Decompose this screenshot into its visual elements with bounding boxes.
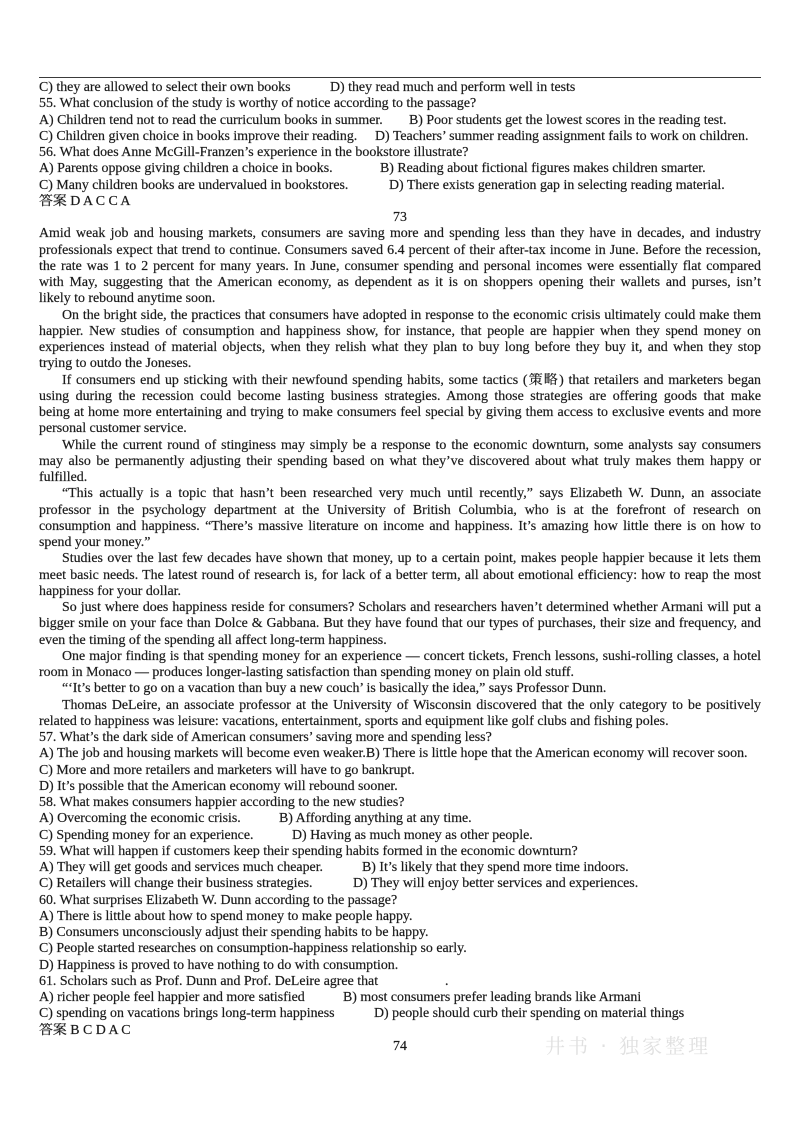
- question-stem: 60. What surprises Elizabeth W. Dunn according to the passage?: [39, 892, 398, 908]
- options-line: [39, 811, 761, 827]
- passage-line: “‘It’s better to go on a vacation than buy a new couch’ is basically the idea,” says Professor Dunn.: [62, 681, 607, 697]
- passage-line: Amid weak job and housing markets, consumers are saving more and spending less than they have in decades, and industry: [39, 226, 761, 242]
- passage-line: professor in the psychology department at the University of British Columbia, who is at the forefront of research on: [39, 502, 761, 518]
- option-b: B) Poor students get the lowest scores in the reading test.: [409, 112, 727, 128]
- passage-line: trying to outdo the Joneses.: [39, 356, 192, 372]
- option-b: B) Affording anything at any time.: [279, 811, 472, 827]
- passage-line: professionals expect that trend to continue. Consumers saved 6.4 percent of their after-tax income in June. Before the recession,: [39, 242, 761, 258]
- text-column: [39, 80, 761, 1055]
- option-c: C) Many children books are undervalued in bookstores.: [39, 177, 349, 193]
- options-line: [39, 828, 761, 844]
- question-stem: 59. What will happen if customers keep their spending habits formed in the economic downturn?: [39, 843, 578, 859]
- options-line: [39, 746, 761, 762]
- passage-line: related to happiness was leisure: vacations, entertainment, sports and equipment like golf clubs and fishing poles.: [39, 713, 669, 729]
- option-c: C) Retailers will change their business strategies.: [39, 876, 313, 892]
- question-stem: 55. What conclusion of the study is worthy of notice according to the passage?: [39, 96, 477, 112]
- option-d: D) Happiness is proved to have nothing to do with consumption.: [39, 957, 399, 973]
- passage-line: fulfilled.: [39, 470, 88, 485]
- option-b: B) Consumers unconsciously adjust their spending habits to be happy.: [39, 925, 429, 940]
- option-a: A) The job and housing markets will become even weaker.: [39, 746, 366, 762]
- passage-line: bigger smile on your face than Dolce & Gabbana. But they have found that our types of purchases, their size and frequency, and: [39, 616, 761, 632]
- option-a: A) richer people feel happier and more satisfied: [39, 990, 305, 1005]
- passage-line: happier. New studies of consumption and happiness show, for instance, that people are happier when they spend money on: [39, 323, 761, 339]
- passage-line: may also be permanently adjusting their spending based on what they’ve discovered about what truly makes them happy or: [39, 453, 761, 469]
- option-d: D) Teachers’ summer reading assignment fails to work on children.: [375, 128, 749, 144]
- option-b: B) It’s likely that they spend more time indoors.: [362, 860, 629, 875]
- passage-line: Studies over the last few decades have shown that money, up to a certain point, makes people happier because it lets them: [62, 551, 761, 567]
- option-d: D) they read much and perform well in tests: [330, 80, 576, 95]
- passage-line: room in Monaco — produces longer-lasting satisfaction than spending money on plain old stuff.: [39, 665, 574, 680]
- options-line: [39, 1006, 761, 1022]
- option-c: C) spending on vacations brings long-term happiness: [39, 1006, 335, 1022]
- options-line: [39, 860, 761, 876]
- options-line: [39, 113, 761, 129]
- question-stem: 58. What makes consumers happier according to the new studies?: [39, 795, 405, 810]
- passage-line: Thomas DeLeire, an associate professor at the University of Wisconsin discovered that the only category to be positively: [62, 697, 761, 713]
- option-c: C) More and more retailers and marketers will have to go bankrupt.: [39, 762, 415, 778]
- passage-line: experiences instead of material objects, when they relish what they plan to buy long before they buy it, and when they stop: [39, 340, 761, 355]
- option-c: C) People started researches on consumption-happiness relationship so early.: [39, 941, 467, 957]
- answer-key: 答案 B C D A C: [39, 1022, 131, 1038]
- passage-line: with May, suggesting that the American economy, as dependent as it is on shoppers opening their wallets and purses, isn’t: [39, 275, 761, 290]
- answer-key: 答案 D A C C A: [39, 193, 131, 209]
- question-stem: 57. What’s the dark side of American consumers’ saving more and spending less?: [39, 730, 492, 745]
- option-c: C) they are allowed to select their own books: [39, 80, 291, 95]
- option-c: C) Children given choice in books improve their reading.: [39, 128, 358, 144]
- passage-line: One major finding is that spending money for an experience — concert tickets, French lessons, sushi-rolling classes, a hotel: [62, 648, 761, 664]
- option-a: A) Overcoming the economic crisis.: [39, 811, 241, 827]
- option-a: A) Parents oppose giving children a choice in books.: [39, 161, 333, 177]
- top-rule: [39, 77, 761, 78]
- passage-line: On the bright side, the practices that consumers have adopted in response to the economic crisis ultimately could make them: [62, 307, 761, 323]
- watermark: 井书 · 独家整理: [545, 1034, 712, 1058]
- options-line: [39, 80, 761, 96]
- passage-line: spend your money.”: [39, 535, 151, 550]
- passage-line: happiness for your dollar.: [39, 583, 181, 599]
- options-line: [39, 129, 761, 145]
- passage-line: meet basic needs. The latest round of research is, for lack of a better term, all about emotional efficiency: how to reap the most: [39, 567, 761, 583]
- page-number: 73: [393, 210, 407, 225]
- option-b: B) Reading about fictional figures makes children smarter.: [380, 161, 706, 177]
- option-d: D) It’s possible that the American economy will rebound sooner.: [39, 778, 398, 794]
- passage-line: So just where does happiness reside for consumers? Scholars and researchers haven’t determined whether Armani will put a: [62, 600, 761, 615]
- question-stem: 56. What does Anne McGill-Franzen’s experience in the bookstore illustrate?: [39, 145, 469, 160]
- passage-line: being at home more entertaining and trying to make consumers feel special by giving them access to exclusive events and more: [39, 405, 761, 420]
- blank-end: .: [445, 973, 449, 989]
- passage-line: While the current round of stinginess may simply be a response to the economic downturn, some analysts say consumers: [62, 437, 761, 453]
- passage-line: using during the recession could become lasting business strategies. Among those strategies are offering goods that make: [39, 388, 761, 404]
- passage-line: “This actually is a topic that hasn’t been researched very much until recently,” says Elizabeth W. Dunn, an associate: [62, 486, 761, 502]
- option-d: D) There exists generation gap in selecting reading material.: [389, 177, 725, 193]
- passage-line: likely to rebound anytime soon.: [39, 291, 216, 307]
- option-b: B) There is little hope that the American economy will recover soon.: [365, 746, 748, 762]
- option-c: C) Spending money for an experience.: [39, 827, 254, 843]
- option-a: A) There is little about how to spend money to make people happy.: [39, 908, 413, 924]
- question-stem: 61. Scholars such as Prof. Dunn and Prof. DeLeire agree that: [39, 973, 379, 989]
- option-a: A) They will get goods and services much cheaper.: [39, 860, 324, 875]
- page-number: 74: [393, 1038, 407, 1054]
- option-d: D) Having as much money as other people.: [292, 827, 533, 843]
- passage-line: the rate was 1 to 2 percent for many years. In June, consumer spending and personal incomes were essentially flat compared: [39, 258, 761, 274]
- options-line: [39, 876, 761, 892]
- options-line: [39, 178, 761, 194]
- option-d: D) people should curb their spending on material things: [374, 1006, 685, 1022]
- passage-line: If consumers end up sticking with their newfound spending habits, some tactics (策略) that retailers and marketers began: [62, 372, 761, 388]
- options-line: [39, 990, 761, 1006]
- options-line: [39, 161, 761, 177]
- option-a: A) Children tend not to read the curriculum books in summer.: [39, 112, 383, 128]
- passage-line: consumption and happiness. “There’s massive literature on income and happiness. It’s amazing how little there is on how to: [39, 518, 761, 534]
- passage-line: personal customer service.: [39, 421, 187, 437]
- passage-line: even the timing of the spending all affect long-term happiness.: [39, 632, 387, 648]
- option-b: B) most consumers prefer leading brands like Armani: [343, 990, 642, 1005]
- question-stem-line: [39, 974, 761, 990]
- option-d: D) They will enjoy better services and experiences.: [353, 876, 639, 892]
